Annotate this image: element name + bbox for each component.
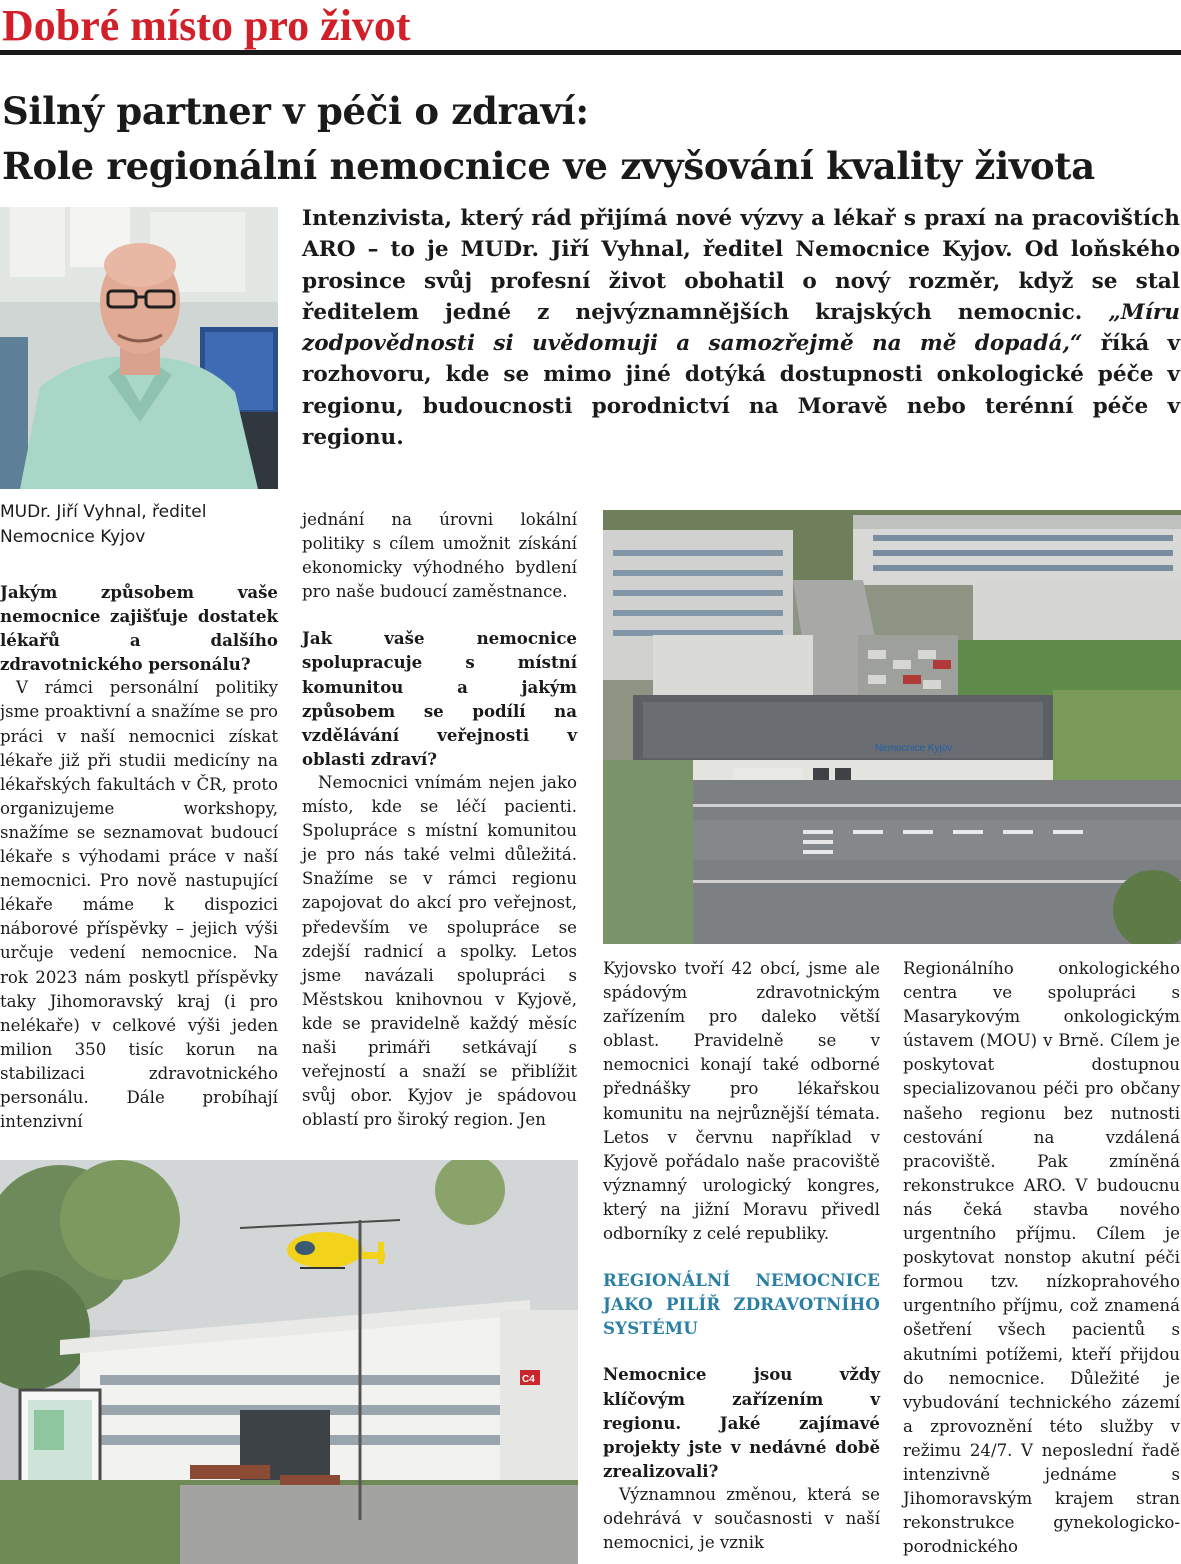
column-2 — [302, 508, 577, 1132]
headline-line-2: Role regionální nemocnice ve zvyšování kvality života — [2, 144, 1095, 188]
question-1: Jakým způsobem vaše nemocnice zajišťuje dostatek lékařů a dalšího zdravotnického personálu? — [0, 582, 278, 675]
question-3: Nemocnice jsou vždy klíčovým zařízením v regionu. Jaké zajímavé projekty jste v nedávné době zrealizovali? — [603, 1364, 880, 1481]
column-1 — [0, 580, 278, 1134]
answer-3-continued: Regionálního onkologického centra ve spolupráci s Masarykovým onkologickým ústavem (MOU) v Brně. Cílem je poskytovat dostupnou specializovanou péči pro občany našeho regionu bez nutnosti cestování na vzdálená pracoviště. Pak zmíněná rekonstrukce ARO. V budoucnu nás čeká stavba nového urgentního příjmu. Cílem je poskytovat nonstop akutní péči formou tzv. nízkoprahového urgentního příjmu, což znamená ošetření všech pacientů s akutními potížemi, kteří přijdou do nemocnice. Důležité je vybudování technického zázemí a zprovoznění této služby v režimu 24/7. V neposlední řadě intenzivně jednáme s Jihomoravským krajem stran rekonstrukce gynekologicko-porodnického — [903, 959, 1180, 1557]
aerial-sign-text: Nemocnice Kyjov — [875, 743, 953, 754]
answer-2-continued: Kyjovsko tvoří 42 obcí, jsme ale spádovým zdravotnickým zařízením pro daleko větší oblast. Pravidelně se v nemocnici konají také odborné přednášky pro lékařskou komunitu na nejrůznější témata. Letos v červnu například v Kyjově pořádalo naše pracoviště významný urologický kongres, který na jižní Moravu přivedl odborníky z celé republiky. — [603, 959, 880, 1244]
section-rule — [0, 50, 1181, 55]
lead-text-2: říká v rozhovoru, kde se mimo jiné dotýká dostupnosti onkologické péče v regionu, budoucnosti porodnictví na Moravě nebo terénní péče v regionu. — [302, 331, 1180, 451]
portrait-photo — [0, 207, 278, 489]
caption-line-2: Nemocnice Kyjov — [0, 527, 146, 547]
building-label: C4 — [522, 1374, 535, 1385]
answer-2: Nemocnici vnímám nejen jako místo, kde se léčí pacienti. Spolupráce s místní komunitou je pro nás také velmi důležitá. Snažíme se v rámci regionu zapojovat do akcí pro veřejnost, především ve spolupráce se zdejší radnicí a spolky. Letos jsme navázali spolupráci s Městskou knihovnou v Kyjově, kde se pravidelně každý měsíc naši primáři setkávají s veřejností a snaží se přiblížit svůj obor. Kyjov je spádovou oblastí pro široký region. Jen — [302, 772, 577, 1130]
answer-1-continued: jednání na úrovni lokální politiky s cílem umožnit získání ekonomicky výhodného bydlení pro naše budoucí zaměstnance. — [302, 510, 577, 602]
headline-line-1: Silný partner v péči o zdraví: — [2, 89, 589, 133]
caption-line-1: MUDr. Jiří Vyhnal, ředitel — [0, 502, 207, 522]
column-4 — [903, 957, 1180, 1559]
answer-3: Významnou změnou, která se odehrává v současnosti v naší nemocnici, je vznik — [603, 1484, 880, 1553]
lead-text-1: Intenzivista, který rád přijímá nové výzvy a lékař s praxí na pracovištích ARO – to je MUDr. Jiří Vyhnal, ředitel Nemocnice Kyjov. Od loňského prosince svůj profesní život obohatil o nový rozměr, když se stal ředitelem jedné z nejvýznamnějších krajských nemocnic. — [302, 206, 1180, 325]
column-3 — [603, 957, 880, 1555]
lead-quote: „Míru zodpovědnosti si uvědomuji a samozřejmě na mě dopadá,“ — [302, 299, 1180, 357]
headline — [2, 84, 1180, 194]
aerial-hospital-photo — [603, 510, 1181, 944]
section-title: Dobré místo pro život — [2, 1, 411, 50]
lead-paragraph — [302, 203, 1180, 453]
helicopter-hospital-photo — [0, 1160, 578, 1564]
answer-1: V rámci personální politiky jsme proaktivní a snažíme se pro práci v naší nemocnici získat lékaře již při studii medicíny na lékařských fakultách v ČR, proto organizujeme workshopy, snažíme se seznamovat budoucí lékaře s výhodami práce v naší nemocnici. Pro nově nastupující lékaře máme k dispozici náborové příspěvky – jejich výši určuje vedení nemocnice. Na rok 2023 nám poskytl příspěvky taky Jihomoravský kraj (i pro nelékaře) v celkové výši jeden milion 350 tisíc korun na stabilizaci zdravotnického personálu. Dále probíhají intenzivní — [0, 678, 278, 1132]
subheading: REGIONÁLNÍ NEMOCNICE JAKO PILÍŘ ZDRAVOTNÍHO SYSTÉMU — [603, 1270, 880, 1339]
portrait-caption — [0, 500, 280, 550]
question-2: Jak vaše nemocnice spolupracuje s místní komunitou a jakým způsobem se podílí na vzdělávání veřejnosti v oblasti zdraví? — [302, 628, 577, 769]
